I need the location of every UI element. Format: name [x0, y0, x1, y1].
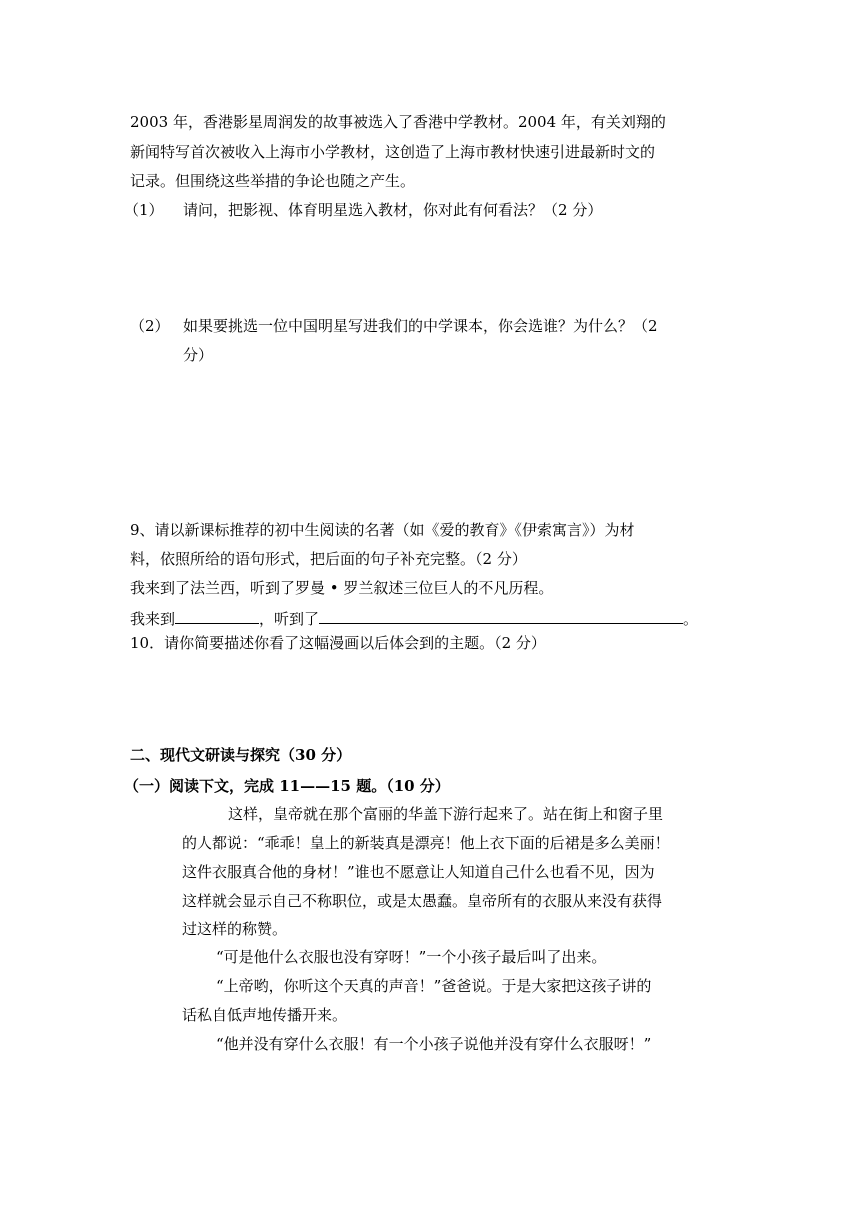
question-2-text-line-2: 分）: [183, 346, 214, 364]
question-10: 10．请你简要描述你看了这幅漫画以后体会到的主题。（2 分）: [130, 634, 546, 652]
question-1-number: （1）: [124, 201, 164, 219]
section-2-title: 二、现代文研读与探究（30 分）: [130, 746, 352, 764]
passage-p2: “可是他什么衣服也没有穿呀！”一个小孩子最后叫了出来。: [216, 948, 607, 966]
fill-middle: ，听到了: [259, 610, 320, 628]
question-2-text-line-1: 如果要挑选一位中国明星写进我们的中学课本，你会选谁？为什么？（2: [183, 317, 658, 335]
question-9-fill-sentence: [130, 607, 698, 629]
intro-line-1: 2003 年，香港影星周润发的故事被选入了香港中学教材。2004 年，有关刘翔的: [130, 113, 666, 131]
fill-blank-content[interactable]: [319, 607, 683, 624]
passage-p1-line-5: 过这样的称赞。: [182, 920, 288, 938]
passage-p1-line-2: 的人都说：“乖乖！皇上的新装真是漂亮！他上衣下面的后裙是多么美丽！: [182, 834, 670, 852]
question-9-line-2: 料，依照所给的语句形式，把后面的句子补充完整。（2 分）: [130, 550, 527, 568]
passage-p4: “他并没有穿什么衣服！有一个小孩子说他并没有穿什么衣服呀！”: [216, 1035, 652, 1053]
question-2-number: （2）: [130, 317, 170, 335]
question-1-text: 请问，把影视、体育明星选入教材，你对此有何看法？（2 分）: [183, 201, 603, 219]
question-9-example: 我来到了法兰西，听到了罗曼 • 罗兰叙述三位巨人的不凡历程。: [130, 579, 554, 597]
section-2-subtitle: （一）阅读下文，完成 11——15 题。（10 分）: [124, 777, 450, 795]
passage-p1-line-3: 这件衣服真合他的身材！”谁也不愿意让人知道自己什么也看不见，因为: [182, 863, 655, 881]
question-9-line-1: 9、请以新课标推荐的初中生阅读的名著（如《爱的教育》《伊索寓言》）为材: [130, 521, 635, 539]
intro-line-3: 记录。但围绕这些举措的争论也随之产生。: [130, 172, 416, 190]
passage-p1-line-4: 这样就会显示自己不称职位，或是太愚蠢。皇帝所有的衣服从来没有获得: [182, 892, 663, 910]
fill-prefix: 我来到: [130, 610, 176, 628]
fill-blank-place[interactable]: [175, 607, 259, 624]
passage-p3-line-2: 话私自低声地传播开来。: [182, 1006, 348, 1024]
passage-p3-line-1: “上帝哟，你听这个天真的声音！”爸爸说。于是大家把这孩子讲的: [216, 977, 652, 995]
passage-p1-line-1: 这样，皇帝就在那个富丽的华盖下游行起来了。站在街上和窗子里: [228, 805, 664, 823]
fill-end: 。: [683, 610, 699, 628]
intro-line-2: 新闻特写首次被收入上海市小学教材，这创造了上海市教材快速引进最新时文的: [130, 143, 656, 161]
